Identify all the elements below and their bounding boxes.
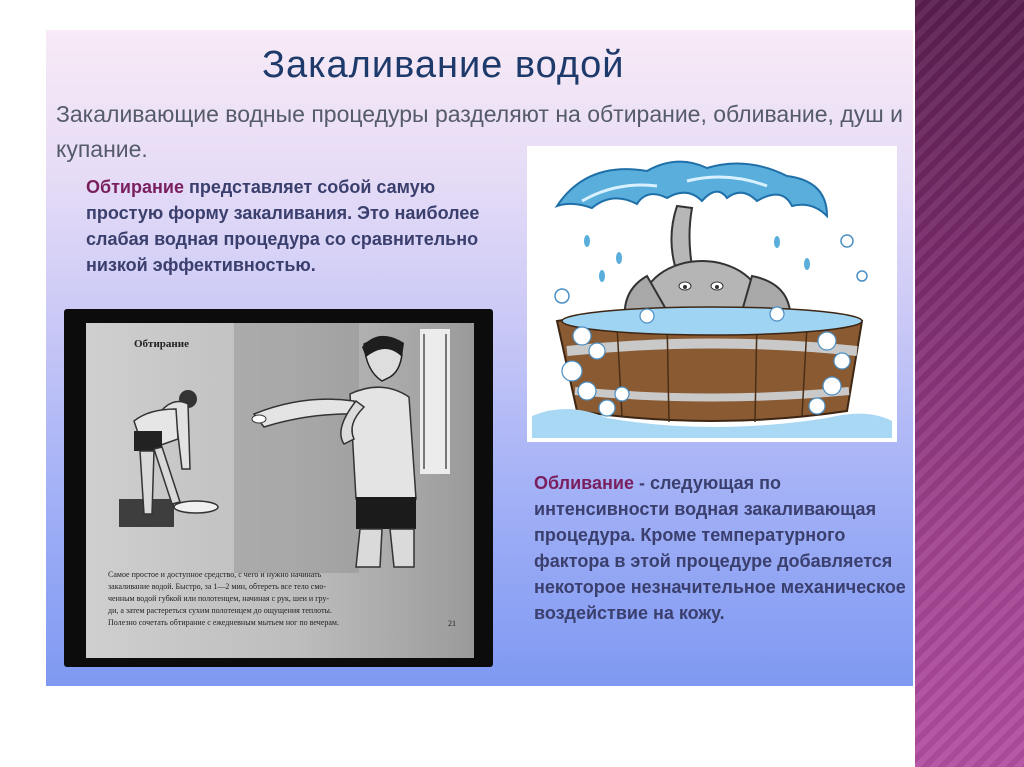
photo-page-number: 21 bbox=[448, 619, 456, 628]
rubbing-illustration bbox=[64, 309, 493, 667]
pouring-term: Обливание bbox=[534, 473, 634, 493]
photo-caption-line: ди, а затем растереться сухим полотенцем до ощущения теплоты. bbox=[108, 606, 332, 615]
intro-text: Закаливающие водные процедуры разделяют на обтирание, обливание, душ и купание. bbox=[56, 101, 903, 162]
slide-title: Закаливание водой bbox=[262, 44, 625, 86]
photo-caption-line: Полезно сочетать обтирание с ежедневным мытьем ног по вечерам. bbox=[108, 618, 339, 627]
pouring-description: - следующая по интенсивности водная закаливающая процедура. Кроме температурного фактора в этой процедуре добавляется некоторое незначительное механическое воздействие на кожу. bbox=[534, 473, 906, 623]
rubbing-paragraph bbox=[86, 174, 516, 278]
pouring-paragraph bbox=[534, 470, 909, 626]
elephant-bath-illustration bbox=[527, 146, 897, 442]
photo-caption-line: Самое простое и доступное средство, с чего и нужно начинать bbox=[108, 570, 322, 579]
photo-caption-title: Обтирание bbox=[134, 338, 189, 350]
photo-caption-line: ченным водой губкой или полотенцем, начиная с рук, шеи и гру- bbox=[108, 594, 330, 603]
decorative-side-stripe bbox=[915, 0, 1024, 767]
rubbing-description: представляет собой самую простую форму закаливания. Это наиболее слабая водная процедура со сравнительно низкой эффективностью. bbox=[86, 177, 480, 275]
photo-caption-line: закаливание водой. Быстро, за 1—2 мин, обтереть все тело смо- bbox=[108, 582, 327, 591]
rubbing-term: Обтирание bbox=[86, 177, 184, 197]
svg-text:Самое простое и доступное сред bbox=[108, 570, 339, 627]
